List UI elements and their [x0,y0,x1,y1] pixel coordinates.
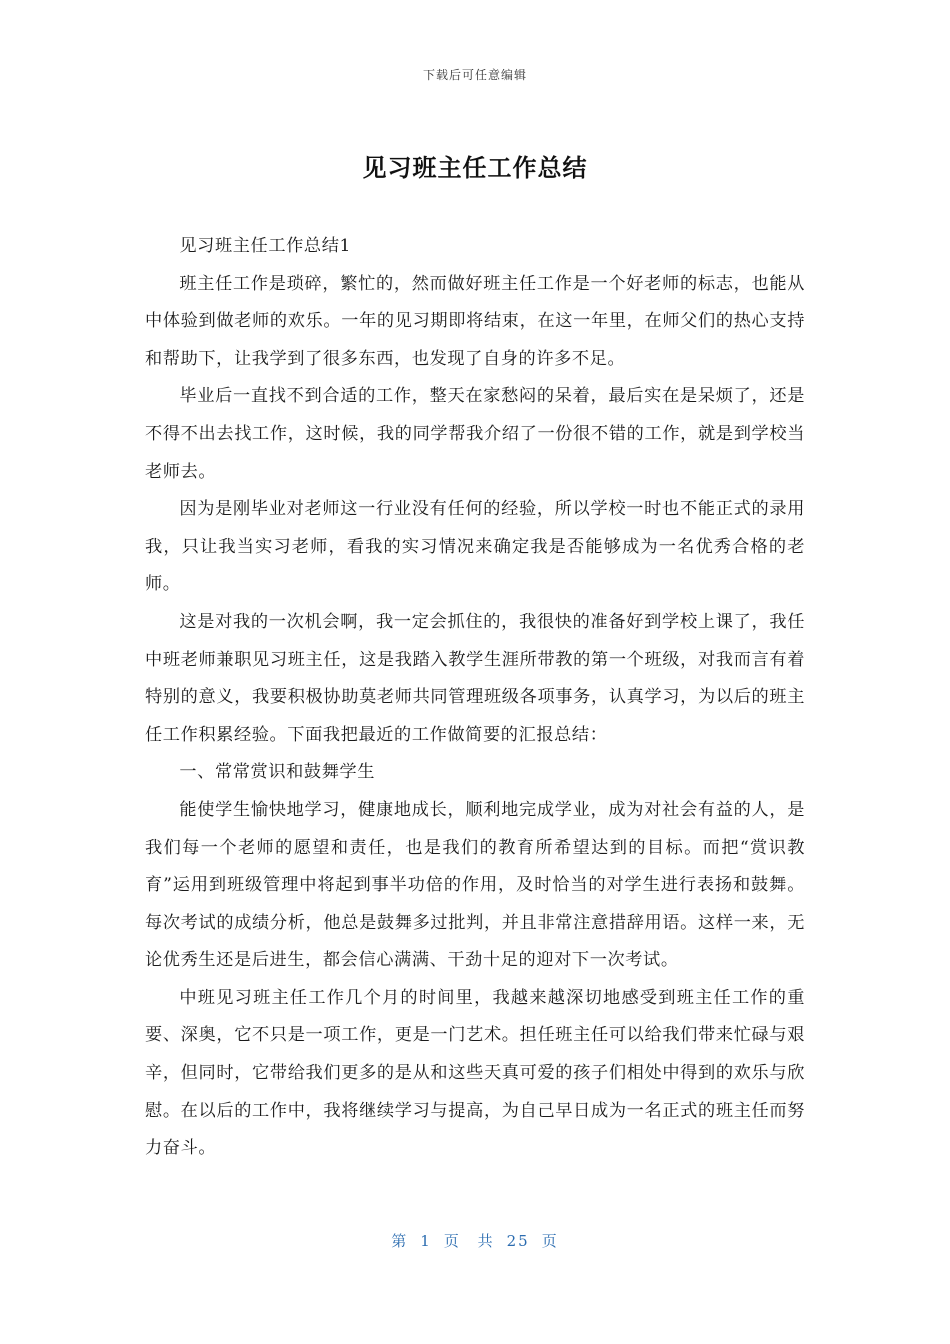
paragraph: 毕业后一直找不到合适的工作，整天在家愁闷的呆着，最后实在是呆烦了，还是不得不出去找工作，这时候，我的同学帮我介绍了一份很不错的工作，就是到学校当老师去。 [145,386,805,482]
document-body [145,228,805,1168]
total-pages-number: 25 [506,1232,530,1250]
paragraph: 能使学生愉快地学习，健康地成长，顺利地完成学业，成为对社会有益的人，是我们每一个老师的愿望和责任，也是我们的教育所希望达到的目标。而把“赏识教育”运用到班级管理中将起到事半功倍的作用，及时恰当的对学生进行表扬和鼓舞。每次考试的成绩分析，他总是鼓舞多过批判，并且非常注意措辞用语。这样一来，无论优秀生还是后进生，都会信心满满、干劲十足的迎对下一次考试。 [145,799,805,971]
header-note: 下载后可任意编辑 [422,68,527,82]
paragraph: 班主任工作是琐碎，繁忙的，然而做好班主任工作是一个好老师的标志，也能从中体验到做老师的欢乐。一年的见习期即将结束，在这一年里，在师父们的热心支持和帮助下，让我学到了很多东西，也发现了自身的许多不足。 [145,273,805,369]
footer-label-end: 页 [541,1232,559,1250]
section-heading: 一、常常赏识和鼓舞学生 [179,762,376,783]
paragraph: 这是对我的一次机会啊，我一定会抓住的，我很快的准备好到学校上课了，我任中班老师兼职见习班主任，这是我踏入教学生涯所带教的第一个班级，对我而言有着特别的意义，我要积极协助莫老师共同管理班级各项事务，认真学习，为以后的班主任工作积累经验。下面我把最近的工作做简要的汇报总结： [145,611,805,745]
current-page-number: 1 [420,1232,432,1250]
paragraph: 中班见习班主任工作几个月的时间里，我越来越深切地感受到班主任工作的重要、深奥，它不只是一项工作，更是一门艺术。担任班主任可以给我们带来忙碌与艰辛，但同时，它带给我们更多的是从和这些天真可爱的孩子们相处中得到的欢乐与欣慰。在以后的工作中，我将继续学习与提高，为自己早日成为一名正式的班主任而努力奋斗。 [145,987,805,1159]
document-title: 见习班主任工作总结 [362,154,588,182]
paragraph: 因为是刚毕业对老师这一行业没有任何的经验，所以学校一时也不能正式的录用我，只让我当实习老师，看我的实习情况来确定我是否能够成为一名优秀合格的老师。 [145,499,805,595]
footer-label-page: 第 [391,1232,409,1250]
footer-label-mid: 页 共 [443,1232,495,1250]
paragraph-subtitle: 见习班主任工作总结1 [179,236,352,256]
page-footer [0,1230,950,1251]
